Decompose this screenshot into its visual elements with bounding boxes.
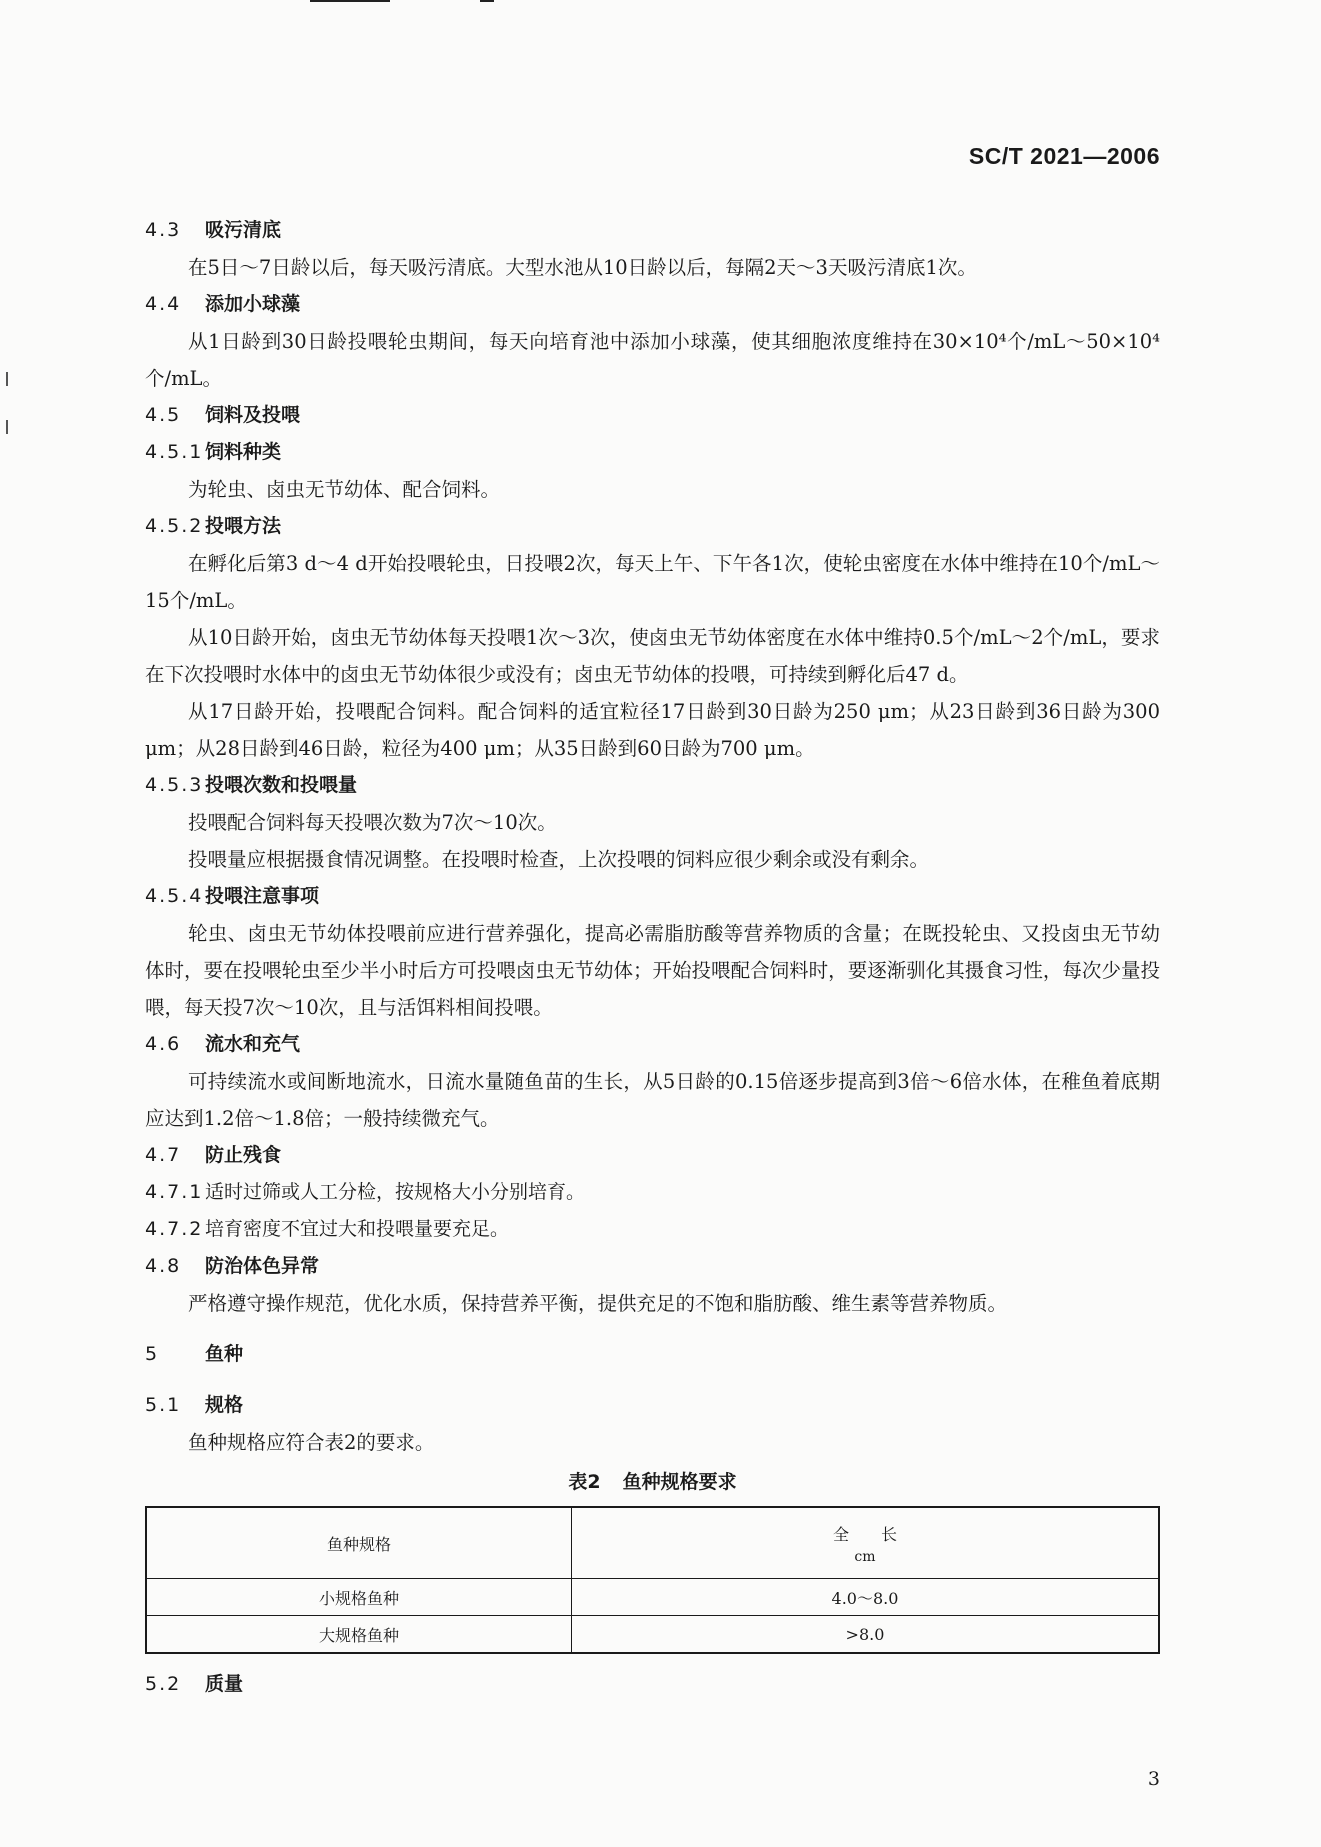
section-heading xyxy=(145,878,1160,915)
section-sentence: 培育密度不宜过大和投喂量要充足。 xyxy=(205,1218,510,1240)
section-sentence: 适时过筛或人工分检，按规格大小分别培育。 xyxy=(205,1181,586,1203)
section-heading xyxy=(145,1387,1160,1424)
paragraph: 鱼种规格应符合表2的要求。 xyxy=(188,1431,435,1454)
section-title: 投喂方法 xyxy=(205,515,282,537)
section-gap xyxy=(145,1322,1160,1336)
paragraph: 轮虫、卤虫无节幼体投喂前应进行营养强化，提高必需脂肪酸等营养物质的含量；在既投轮虫、又投卤虫无节幼体时，要在投喂轮虫至少半小时后方可投喂卤虫无节幼体；开始投喂配合饲料时，要逐渐驯化其摄食习性，每次少量投喂，每天投7次～10次，且与活饵料相间投喂。 xyxy=(145,922,1160,1019)
paragraph: 严格遵守操作规范，优化水质，保持营养平衡，提供充足的不饱和脂肪酸、维生素等营养物质。 xyxy=(188,1292,1008,1315)
section-heading xyxy=(145,1248,1160,1285)
section-flow xyxy=(145,212,1160,1461)
section-number: 4.5.2 xyxy=(145,515,204,537)
section-number: 4.5.1 xyxy=(145,441,204,463)
paragraph: 在孵化后第3 d～4 d开始投喂轮虫，日投喂2次，每天上午、下午各1次，使轮虫密度在水体中维持在10个/mL～15个/mL。 xyxy=(145,552,1160,612)
row-length-cell: 4.0～8.0 xyxy=(571,1579,1159,1616)
col-length-unit: cm xyxy=(854,1548,876,1565)
table-caption xyxy=(145,1467,1160,1494)
section-title: 防治体色异常 xyxy=(205,1255,320,1277)
col-length-header xyxy=(571,1507,1159,1579)
section-title: 投喂注意事项 xyxy=(205,885,320,907)
section-title: 鱼种 xyxy=(205,1343,244,1365)
section-heading xyxy=(145,1026,1160,1063)
section-heading xyxy=(145,397,1160,434)
fingerling-spec-table xyxy=(145,1506,1160,1654)
table-row xyxy=(146,1616,1159,1654)
section-number: 4.5.4 xyxy=(145,885,204,907)
section-number: 5 xyxy=(145,1343,160,1365)
section-number: 4.3 xyxy=(145,219,182,241)
section-number: 4.7.2 xyxy=(145,1218,204,1240)
paragraph: 在5日～7日龄以后，每天吸污清底。大型水池从10日龄以后，每隔2天～3天吸污清底1次。 xyxy=(188,256,977,279)
section-heading xyxy=(145,286,1160,323)
paragraph: 可持续流水或间断地流水，日流水量随鱼苗的生长，从5日龄的0.15倍逐步提高到3倍～6倍水体，在稚鱼着底期应达到1.2倍～1.8倍；一般持续微充气。 xyxy=(145,1070,1160,1130)
section-heading xyxy=(145,1336,1160,1373)
section-title: 防止残食 xyxy=(205,1144,282,1166)
section-number: 4.7 xyxy=(145,1144,182,1166)
section-gap xyxy=(145,1373,1160,1387)
page-number: 3 xyxy=(1147,1768,1160,1790)
table-header-row xyxy=(146,1507,1159,1579)
section-number: 5.1 xyxy=(145,1394,182,1416)
section-number: 4.7.1 xyxy=(145,1181,204,1203)
section-title: 饲料及投喂 xyxy=(205,404,301,426)
section-number: 4.8 xyxy=(145,1255,182,1277)
section-number: 5.2 xyxy=(145,1673,182,1695)
standard-code: SC/T 2021—2006 xyxy=(968,143,1160,169)
paragraph: 投喂配合饲料每天投喂次数为7次～10次。 xyxy=(188,811,557,834)
section-number: 4.6 xyxy=(145,1033,182,1055)
section-heading xyxy=(145,1174,1160,1211)
paragraph: 投喂量应根据摄食情况调整。在投喂时检查，上次投喂的饲料应很少剩余或没有剩余。 xyxy=(188,848,930,871)
section-heading xyxy=(145,1211,1160,1248)
section-title: 添加小球藻 xyxy=(205,293,301,315)
table-row xyxy=(146,1579,1159,1616)
section-heading xyxy=(145,434,1160,471)
table-caption-title: 鱼种规格要求 xyxy=(622,1471,737,1493)
col-length-label: 全 长 xyxy=(832,1524,897,1544)
paragraph: 从17日龄开始，投喂配合饲料。配合饲料的适宜粒径17日龄到30日龄为250 μm；从23日龄到36日龄为300 μm；从28日龄到46日龄，粒径为400 μm；从35日龄到60日龄为700 μm。 xyxy=(145,700,1160,760)
section-heading xyxy=(145,767,1160,804)
row-spec-cell: 大规格鱼种 xyxy=(146,1616,571,1654)
section-title: 规格 xyxy=(205,1394,244,1416)
section-number: 4.4 xyxy=(145,293,182,315)
section-title: 吸污清底 xyxy=(205,219,282,241)
col-spec-header: 鱼种规格 xyxy=(146,1507,571,1579)
table-caption-label: 表2 xyxy=(568,1471,601,1493)
section-title: 流水和充气 xyxy=(205,1033,301,1055)
paragraph: 从1日龄到30日龄投喂轮虫期间，每天向培育池中添加小球藻，使其细胞浓度维持在30×10⁴个/mL～50×10⁴个/mL。 xyxy=(145,330,1160,390)
section-heading xyxy=(145,212,1160,249)
row-length-cell: >8.0 xyxy=(571,1616,1159,1654)
section-number: 4.5 xyxy=(145,404,182,426)
row-spec-cell: 小规格鱼种 xyxy=(146,1579,571,1616)
section-title: 投喂次数和投喂量 xyxy=(205,774,358,796)
section-title: 饲料种类 xyxy=(205,441,282,463)
section-number: 4.5.3 xyxy=(145,774,204,796)
section-heading xyxy=(145,1666,1160,1703)
paragraph: 为轮虫、卤虫无节幼体、配合饲料。 xyxy=(188,478,501,501)
section-heading xyxy=(145,508,1160,545)
section-title: 质量 xyxy=(205,1673,244,1695)
document-body xyxy=(145,212,1160,1703)
section-heading xyxy=(145,1137,1160,1174)
paragraph: 从10日龄开始，卤虫无节幼体每天投喂1次～3次，使卤虫无节幼体密度在水体中维持0.5个/mL～2个/mL，要求在下次投喂时水体中的卤虫无节幼体很少或没有；卤虫无节幼体的投喂，可持续到孵化后47 d。 xyxy=(145,626,1160,686)
